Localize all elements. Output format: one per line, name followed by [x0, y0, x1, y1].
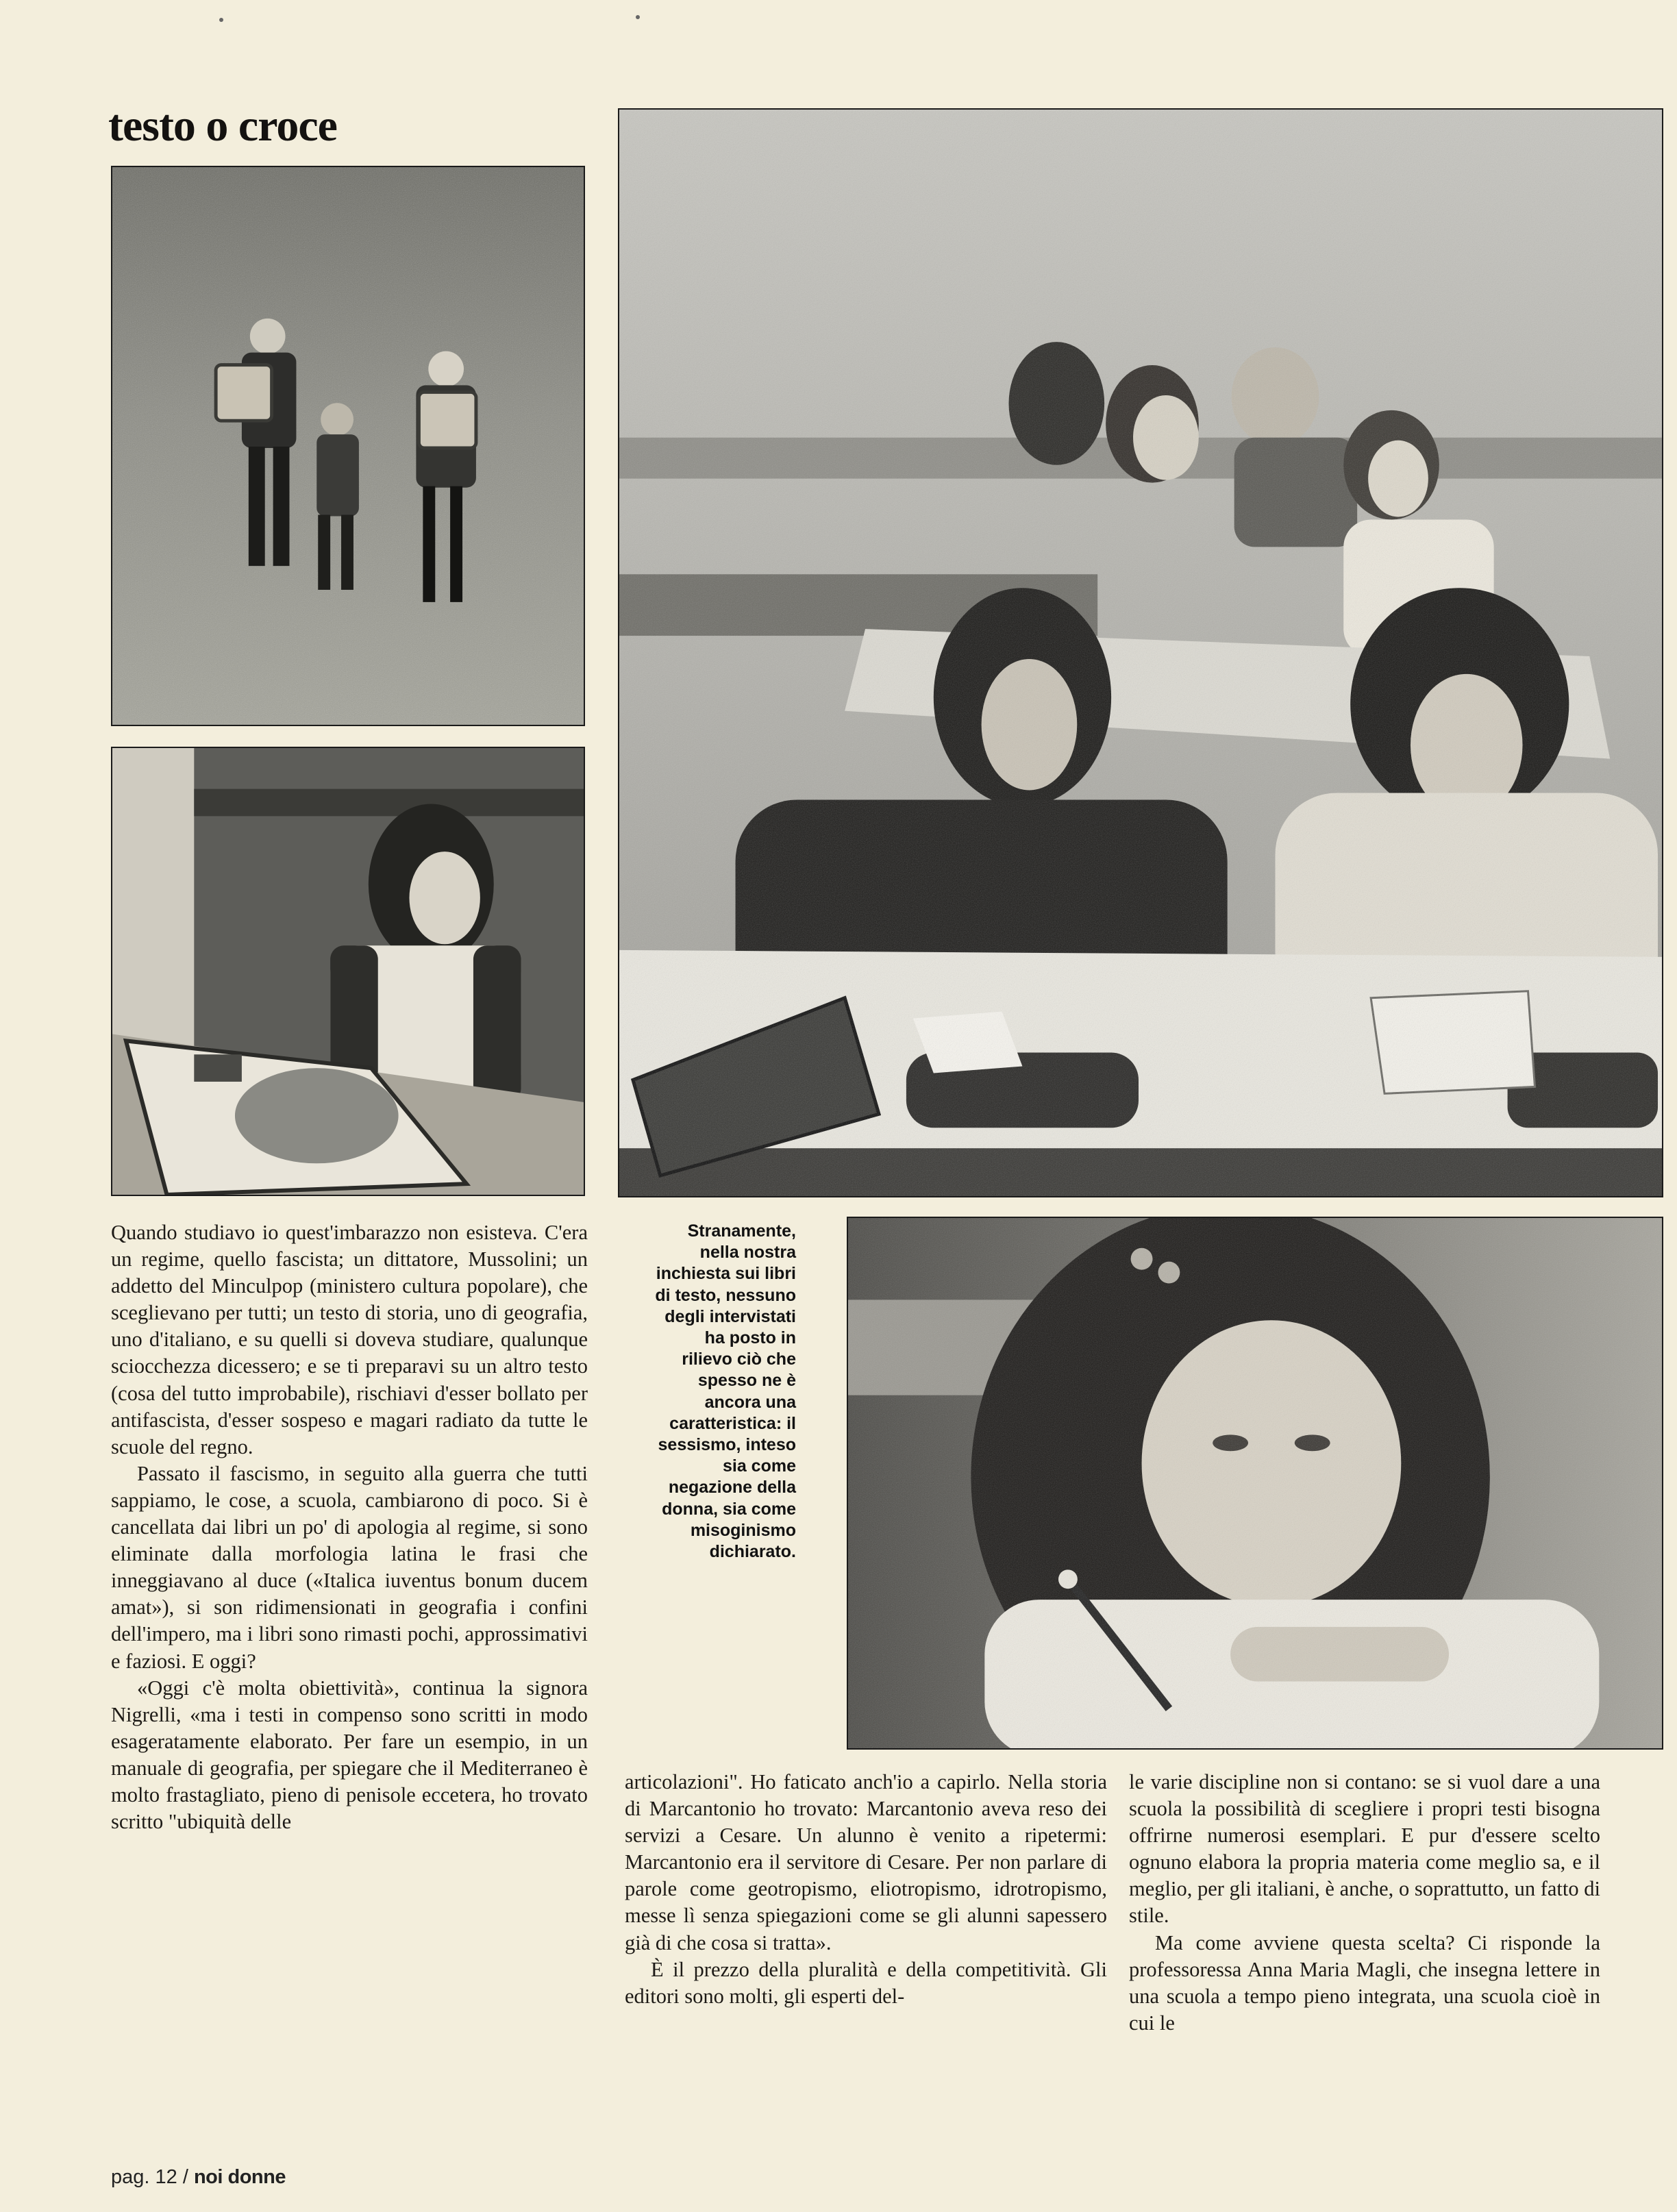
page-headline: testo o croce [108, 101, 337, 151]
article-column-middle [625, 1769, 1107, 2052]
pull-quote-line: di testo, nessuno [655, 1285, 796, 1305]
page-footer [111, 2163, 522, 2191]
article-paragraph: Ma come avviene questa scelta? Ci risponde la professoressa Anna Maria Magli, che insegna lettere in una scuola a tempo pieno integrata, una scuola cioè in cui le [1129, 1930, 1600, 2035]
pull-quote-line: ha posto in [704, 1328, 796, 1348]
article-paragraph: È il prezzo della pluralità e della competitività. Gli editori sono molti, gli esperti del- [625, 1957, 1107, 2008]
pull-quote-line: degli intervistati [664, 1306, 796, 1326]
pull-quote-line: Stranamente, [687, 1221, 796, 1241]
pull-quote [603, 1221, 796, 1632]
pull-quote-line: dichiarato. [709, 1542, 796, 1562]
article-paragraph: le varie discipline non si contano: se si vuol dare a una scuola la possibilità di scegliere i propri testi bisogna offrirne numerosi esemplari. E pur d'essere scelto ognuno elabora la propria materia come meglio sa, e il meglio, per gli italiani, è anche, o soprattutto, un fatto di stile. [1129, 1770, 1600, 1928]
pull-quote-line: spesso ne è [697, 1371, 796, 1391]
children-walking-photo [111, 166, 585, 726]
pull-quote-line: donna, sia come [662, 1499, 796, 1519]
girl-portrait-photo [847, 1217, 1663, 1750]
print-speck [219, 18, 223, 22]
magazine-name: noi donne [193, 2166, 286, 2188]
classroom-image [619, 110, 1662, 1196]
pull-quote-line: rilievo ciò che [682, 1350, 796, 1369]
article-paragraph: «Oggi c'è molta obiettività», continua la signora Nigrelli, «ma i testi in compenso sono scritti in modo esageratamente elaborato. Per fare un esempio, in un manuale di geografia, per spiegare che il Mediterraneo è molto frastagliato, pieno di penisole eccetera, ho trovato scritto "ubiquità delle [111, 1676, 588, 1834]
pull-quote-line: sia come [722, 1456, 796, 1476]
page-number: pag. 12 [111, 2166, 177, 2188]
print-speck [636, 15, 640, 19]
article-column-right [1129, 1769, 1600, 2052]
pull-quote-line: nella nostra [699, 1243, 796, 1263]
footer-separator: / [182, 2166, 188, 2188]
girl-portrait-image [848, 1218, 1662, 1748]
children-walking-image [112, 167, 584, 725]
article-column-left [111, 1219, 588, 2052]
article-paragraph: articolazioni". Ho faticato anch'io a capirlo. Nella storia di Marcantonio ho trovato: Marcantonio aveva reso dei servizi a Cesare. Un alunno è venito a ripetermi: Marcantonio era il servitore di Cesare. Per non parlare di parole come geotropismo, eliotropismo, idrotropismo, messe lì senza spiegazioni come se gli alunni sapessero già di che cosa si tratta». [625, 1770, 1107, 1954]
pull-quote-line: misoginismo [690, 1520, 796, 1540]
article-paragraph: Quando studiavo io quest'imbarazzo non esisteva. C'era un regime, quello fascista; un dittatore, Mussolini; un addetto del Minculpop (ministero cultura popolare), che sceglievano per tutti; un testo di storia, uno di geografia, uno d'italiano, e su quelli si doveva studiare, qualunque sciocchezza dicessero; e se ti preparavi su un altro testo (cosa del tutto improbabile), rischiavi d'esser bollato per antifascista, d'esser sospeso e magari radiato da tutte le scuole del regno. [111, 1221, 588, 1458]
article-paragraph: Passato il fascismo, in seguito alla guerra che tutti sappiamo, le cose, a scuola, cambiarono di poco. Si è cancellata dai libri un po' di apologia al regime, si sono eliminate dalla morfologia latina le frasi che inneggiavano al duce («Italica iuventus bonum ducem amat»), si son ridimensionati in geografia i confini dell'impero, ma i libri sono rimasti pochi, approssimativi e faziosi. E oggi? [111, 1461, 588, 1673]
pull-quote-line: negazione della [668, 1478, 796, 1498]
pull-quote-line: ancora una [704, 1392, 796, 1412]
pull-quote-line: caratteristica: il [669, 1413, 796, 1433]
child-reading-image [112, 748, 584, 1195]
pull-quote-line: sessismo, inteso [658, 1435, 796, 1455]
pull-quote-line: inchiesta sui libri [656, 1264, 796, 1284]
child-reading-photo [111, 747, 585, 1196]
classroom-photo [618, 108, 1663, 1197]
